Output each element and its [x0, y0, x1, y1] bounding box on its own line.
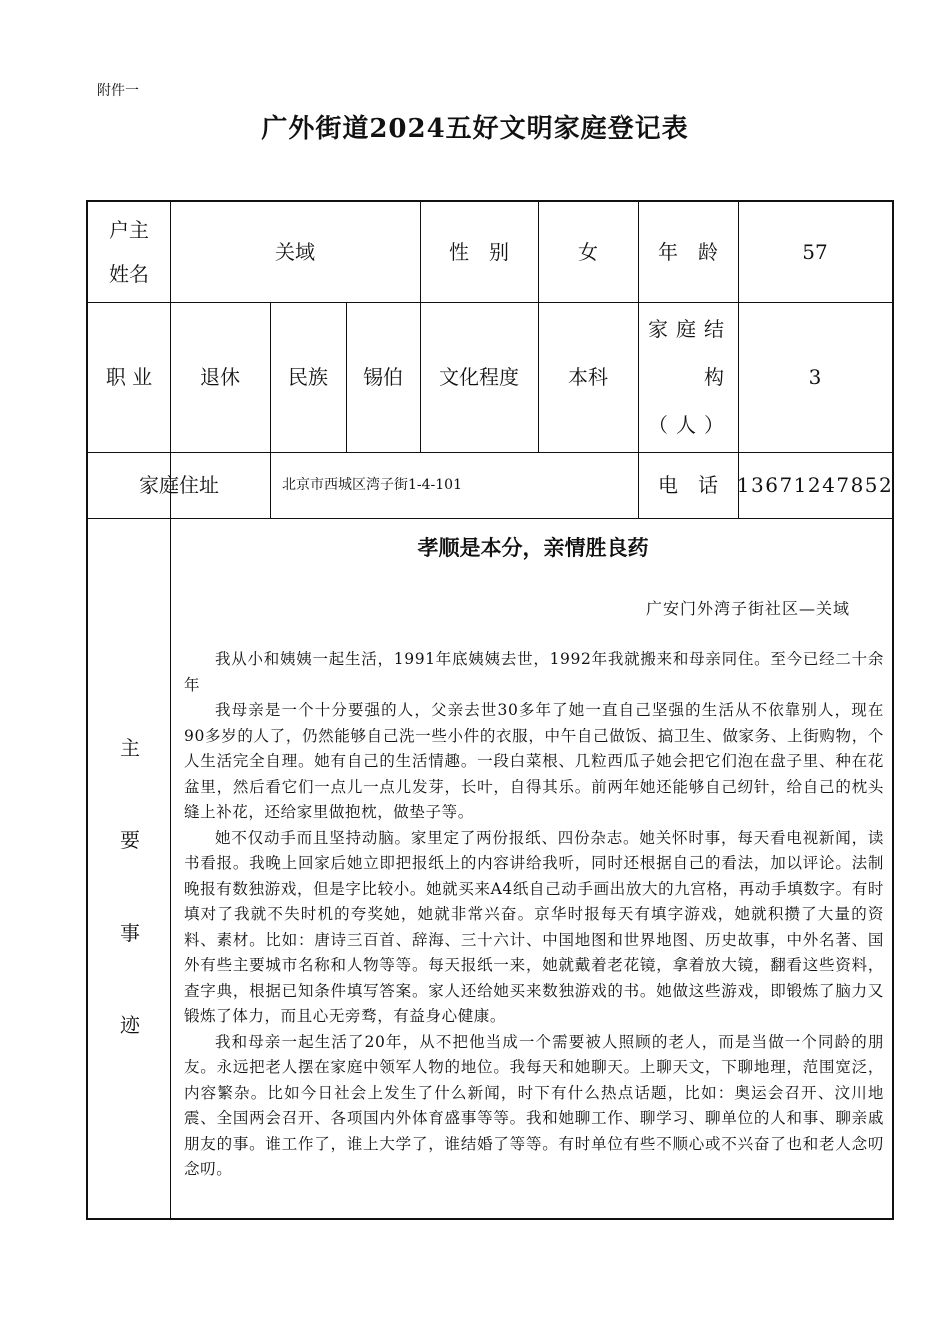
story-paragraph: 她不仅动手而且坚持动脑。家里定了两份报纸、四份杂志。她关怀时事，每天看电视新闻，读书看报。我晚上回家后她立即把报纸上的内容讲给我听，同时还根据自己的看法，加以评论。法制晚报有数独游戏，但是字比较小。她就买来A4纸自己动手画出放大的九宫格，再动手填数字。有时填对了我就不失时机的夸奖她，她就非常兴奋。京华时报每天有填字游戏，她就积攒了大量的资料、素材。比如：唐诗三百首、辞海、三十六计、中国地图和世界地图、历史故事，中外名著、国外有些主要城市名称和人物等等。每天报纸一来，她就戴着老花镜，拿着放大镜，翻看这些资料，查字典，根据已知条件填写答案。家人还给她买来数独游戏的书。她做这些游戏，即锻炼了脑力又锻炼了体力，而且心无旁骛，有益身心健康。: [184, 828, 884, 1025]
page-title: 广外街道2024五好文明家庭登记表: [261, 114, 689, 144]
phone-value: 13671247852: [736, 473, 894, 497]
ethnicity-label: 民族: [288, 365, 328, 389]
householder-value: 关域: [275, 240, 315, 264]
gender-label: 性 别: [449, 240, 509, 264]
householder-label: 户主姓名: [109, 218, 149, 286]
age-value: 57: [802, 240, 828, 264]
story-paragraph: 我母亲是一个十分要强的人，父亲去世30多年了她一直自己坚强的生活从不依靠别人，现在90多岁的人了，仍然能够自己洗一些小件的衣服，中午自己做饭、搞卫生、做家务、上街购物，个人生活完全自理。她有自己的生活情趣。一段白菜根、几粒西瓜子她会把它们泡在盘子里、种在花盆里，然后看它们一点儿一点儿发芽，长叶，自得其乐。前两年她还能够自己纫针，给自己的枕头缝上补花，还给家里做抱枕，做垫子等。: [184, 701, 884, 821]
phone-label: 电 话: [658, 473, 718, 497]
story-paragraph: 我从小和姨姨一起生活，1991年底姨姨去世，1992年我就搬来和母亲同住。至今已经二十余年: [184, 650, 884, 694]
registration-form: [86, 200, 894, 1220]
family-size-label: 家庭结构（人）: [648, 317, 732, 437]
story-title: 孝顺是本分，亲情胜良药: [417, 535, 649, 560]
age-label: 年 龄: [658, 240, 718, 264]
story-body: [184, 647, 884, 1183]
deeds-char: 主: [120, 735, 140, 760]
deeds-char: 事: [120, 920, 140, 945]
story-byline: 广安门外湾子街社区—关域: [645, 599, 850, 618]
occupation-label: 职 业: [105, 365, 153, 389]
gender-value: 女: [578, 240, 598, 264]
family-size-value: 3: [808, 365, 822, 389]
education-value: 本科: [568, 365, 608, 389]
address-value: 北京市西城区湾子街1-4-101: [282, 477, 462, 493]
education-label: 文化程度: [439, 365, 519, 389]
address-label: 家庭住址: [139, 473, 219, 497]
deeds-char: 迹: [120, 1013, 140, 1038]
ethnicity-value: 锡伯: [363, 365, 403, 389]
deeds-label: [88, 520, 172, 1220]
attachment-label: 附件一: [97, 83, 139, 99]
occupation-value: 退休: [200, 365, 240, 389]
story-paragraph: 我和母亲一起生活了20年，从不把他当成一个需要被人照顾的老人，而是当做一个同龄的朋友。永远把老人摆在家庭中领军人物的地位。我每天和她聊天。上聊天文，下聊地理，范围宽泛，内容繁杂。比如今日社会上发生了什么新闻，时下有什么热点话题，比如：奥运会召开、汶川地震、全国两会召开、各项国内外体育盛事等等。我和她聊工作、聊学习、聊单位的人和事、聊亲戚朋友的事。谁工作了，谁上大学了，谁结婚了等等。有时单位有些不顺心或不兴奋了也和老人念叨念叨。: [184, 1032, 884, 1178]
deeds-char: 要: [120, 828, 140, 853]
